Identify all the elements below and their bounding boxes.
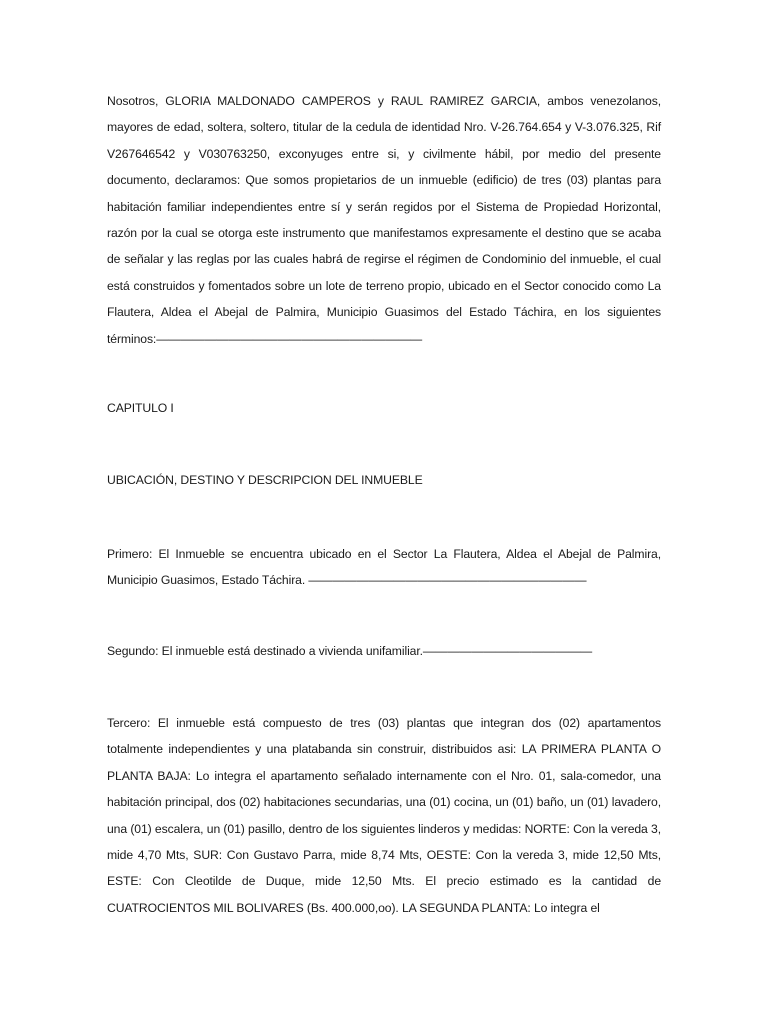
- intro-paragraph: Nosotros, GLORIA MALDONADO CAMPEROS y RAUL RAMIREZ GARCIA, ambos venezolanos, mayores de edad, soltera, soltero, titular de la cedula de identidad Nro. V-26.764.654 y V-3.076.325, Rif V267646542 y V030763250, exconyuges entre si, y civilmente hábil, por medio del presente documento, declaramos: Que somos propietarios de un inmueble (edificio) de tres (03) plantas para habitación familiar independientes entre sí y serán regidos por el Sistema de Propiedad Horizontal, razón por la cual se otorga este instrumento que manifestamos expresamente el destino que se acaba de señalar y las reglas por las cuales habrá de regirse el régimen de Condominio del inmueble, el cual está construidos y fomentados sobre un lote de terreno propio, ubicado en el Sector conocido como La Flautera, Aldea el Abejal de Palmira, Municipio Guasimos del Estado Táchira, en los siguientes términos:——————————————————————: [107, 94, 661, 346]
- article-segundo: Segundo: El inmueble está destinado a vivienda unifamiliar.——————————————: [107, 644, 593, 658]
- section-heading: UBICACIÓN, DESTINO Y DESCRIPCION DEL INMUEBLE: [107, 473, 423, 487]
- article-primero: Primero: El Inmueble se encuentra ubicado en el Sector La Flautera, Aldea el Abejal de Palmira, Municipio Guasimos, Estado Táchira. ———————————————————————: [107, 547, 661, 588]
- article-tercero: Tercero: El inmueble está compuesto de tres (03) plantas que integran dos (02) apartamentos totalmente independientes y una platabanda sin construir, distribuidos asi: LA PRIMERA PLANTA O PLANTA BAJA: Lo integra el apartamento señalado internamente con el Nro. 01, sala-comedor, una habitación principal, dos (02) habitaciones secundarias, una (01) cocina, un (01) baño, un (01) lavadero, una (01) escalera, un (01) pasillo, dentro de los siguientes linderos y medidas: NORTE: Con la vereda 3, mide 4,70 Mts, SUR: Con Gustavo Parra, mide 8,74 Mts, OESTE: Con la vereda 3, mide 12,50 Mts, ESTE: Con Cleotilde de Duque, mide 12,50 Mts. El precio estimado es la cantidad de CUATROCIENTOS MIL BOLIVARES (Bs. 400.000,oo). LA SEGUNDA PLANTA: Lo integra el: [107, 716, 661, 915]
- chapter-heading: CAPITULO I: [107, 401, 174, 415]
